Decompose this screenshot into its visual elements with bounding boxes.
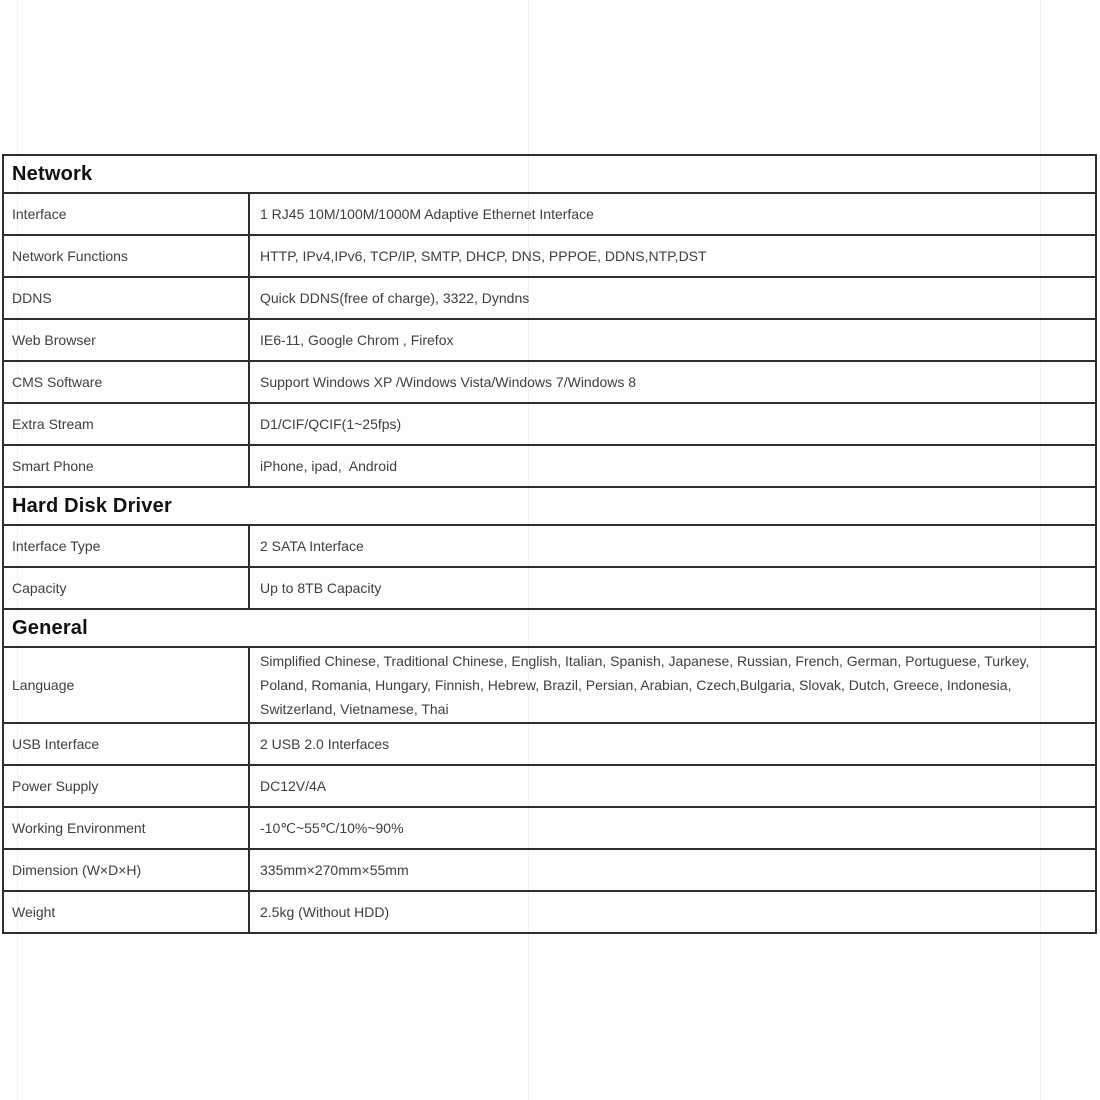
spec-table-row [4,404,1095,446]
spec-table-row [4,320,1095,362]
spec-row-label: Smart Phone [4,446,250,486]
spec-table-row [4,526,1095,568]
spec-table-row [4,648,1095,724]
spec-row-label: Network Functions [4,236,250,276]
section-title: Network [4,156,1095,194]
spec-table-row [4,808,1095,850]
spec-row-value: 335mm×270mm×55mm [260,862,409,878]
section-title: Hard Disk Driver [4,488,1095,526]
spec-row-label: Language [4,648,250,722]
spec-row-label: USB Interface [4,724,250,764]
spec-row-label: Weight [4,892,250,932]
spec-row-value: Support Windows XP /Windows Vista/Windows 7/Windows 8 [260,374,637,390]
spec-row-label: Capacity [4,568,250,608]
spec-row-label: Dimension (W×D×H) [4,850,250,890]
spec-row-label: Interface Type [4,526,250,566]
spec-table-row [4,724,1095,766]
spec-row-value: Quick DDNS(free of charge), 3322, Dyndns [260,290,530,306]
spec-section [4,610,1095,932]
spec-row-value: IE6-11, Google Chrom , Firefox [260,332,454,348]
spec-table-row [4,568,1095,610]
spec-row-value: -10℃~55℃/10%~90% [260,820,404,836]
spec-row-label: Power Supply [4,766,250,806]
spec-table-row [4,850,1095,892]
spec-table-row [4,446,1095,488]
specification-table [2,154,1097,934]
spec-section [4,488,1095,610]
spec-row-label: Working Environment [4,808,250,848]
spec-row-value: iPhone, ipad, Android [260,458,397,474]
spec-table-row [4,766,1095,808]
spec-row-value: Simplified Chinese, Traditional Chinese, English, Italian, Spanish, Japanese, Russian, French, German, Portuguese, Turkey, Poland, Romania, Hungary, Finnish, Hebrew, Brazil, Persian, Arabian, Czech,Bulgaria, Slovak, Dutch, Greece, Indonesia, Switzerland, Vietnamese, Thai [260,653,1034,717]
spec-table-row [4,236,1095,278]
spec-row-label: Interface [4,194,250,234]
spec-row-value: 2 USB 2.0 Interfaces [260,736,390,752]
section-rows [4,526,1095,610]
spec-table-row [4,194,1095,236]
spec-row-label: Web Browser [4,320,250,360]
section-rows [4,648,1095,932]
spec-row-label: CMS Software [4,362,250,402]
spec-table-row [4,362,1095,404]
spec-row-value: 1 RJ45 10M/100M/1000M Adaptive Ethernet Interface [260,206,594,222]
spec-table-row [4,278,1095,320]
spec-row-value: 2.5kg (Without HDD) [260,904,390,920]
spec-row-label: DDNS [4,278,250,318]
section-title: General [4,610,1095,648]
spec-table-row [4,892,1095,932]
section-rows [4,194,1095,488]
spec-section [4,156,1095,488]
spec-row-value: Up to 8TB Capacity [260,580,382,596]
spec-row-value: DC12V/4A [260,778,327,794]
spec-row-value: 2 SATA Interface [260,538,364,554]
spec-row-label: Extra Stream [4,404,250,444]
spec-row-value: D1/CIF/QCIF(1~25fps) [260,416,402,432]
spec-row-value: HTTP, IPv4,IPv6, TCP/IP, SMTP, DHCP, DNS, PPPOE, DDNS,NTP,DST [260,248,707,264]
